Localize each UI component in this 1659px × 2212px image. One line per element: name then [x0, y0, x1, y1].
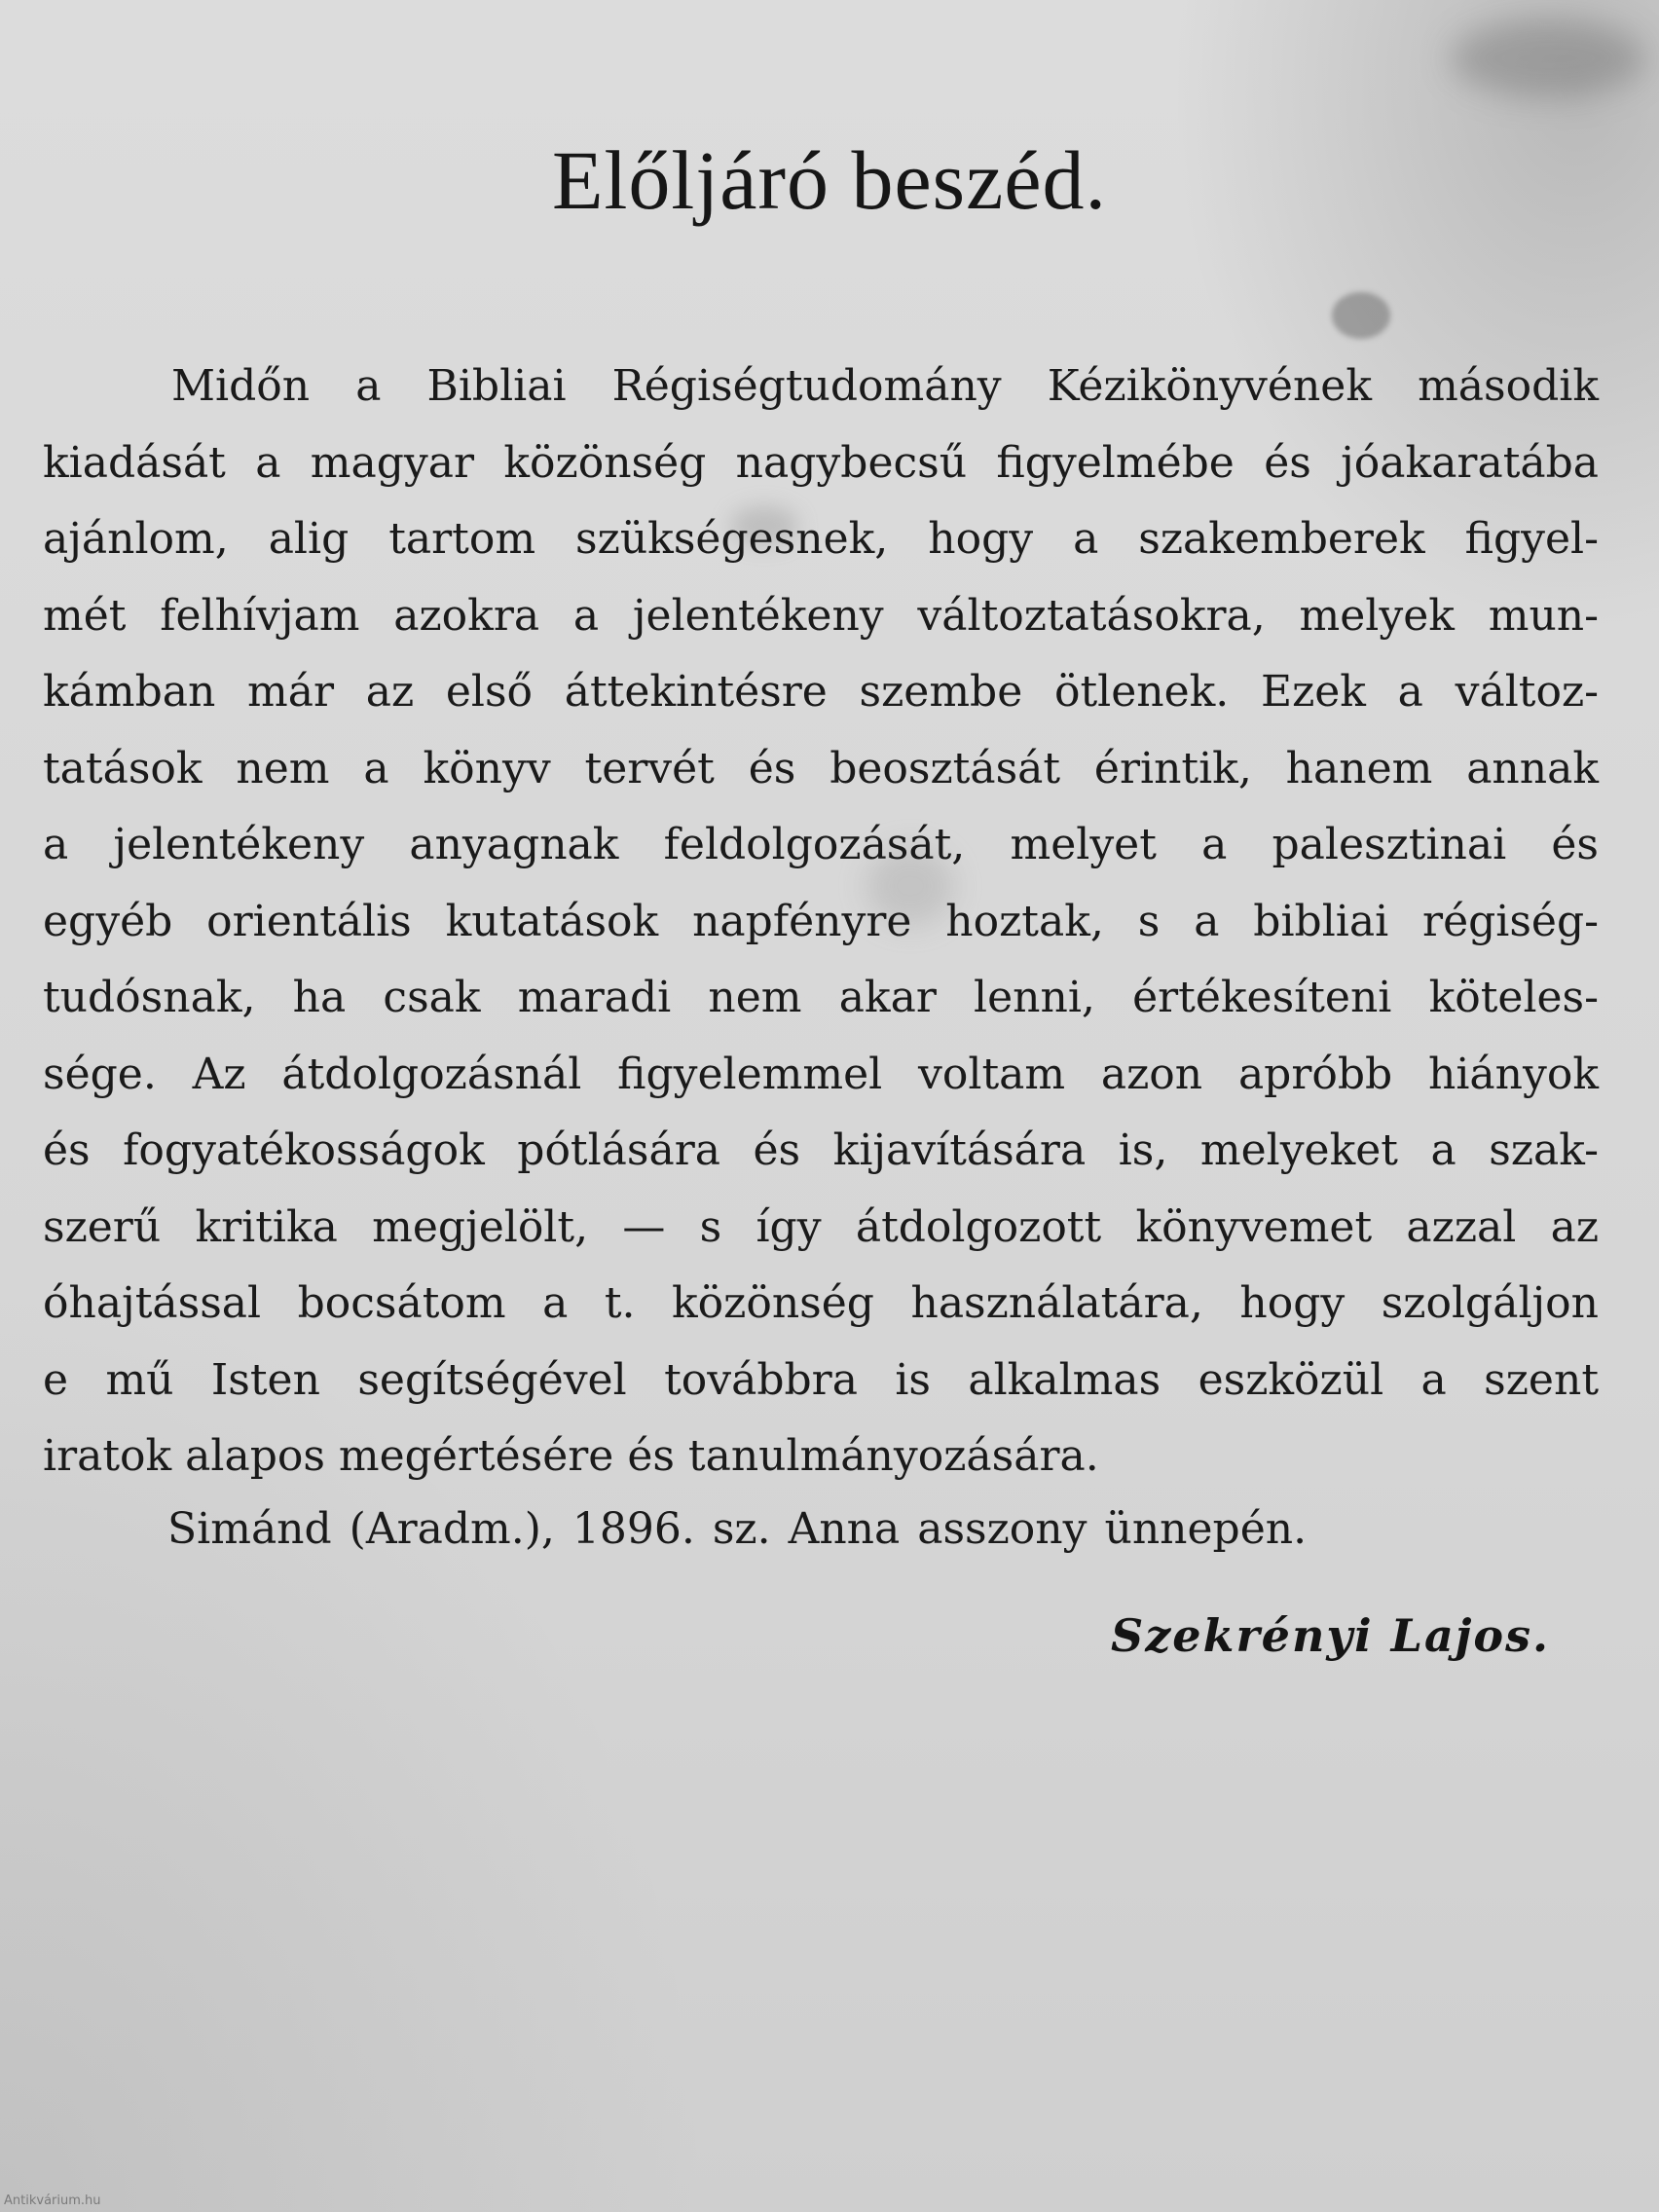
text-line: óhajtással bocsátom a t. közönség használatára, hogy szolgáljon [43, 1278, 1599, 1328]
text-line: a jelentékeny anyagnak feldolgozását, melyet a palesztinai és [43, 820, 1599, 869]
text-line: iratok alapos megértésére és tanulmányozására. [43, 1431, 1099, 1481]
page-title: Előljáró beszéd. [551, 133, 1107, 227]
text-line: és fogyatékosságok pótlására és kijavítására is, melyeket a szak- [43, 1125, 1599, 1175]
text-line: egyéb orientális kutatások napfényre hoztak, s a bibliai régiség- [43, 896, 1599, 946]
dateline: Simánd (Aradm.), 1896. sz. Anna asszony ünnepén. [167, 1504, 1308, 1554]
text-line: e mű Isten segítségével továbbra is alkalmas eszközül a szent [43, 1354, 1599, 1405]
text-line: tatások nem a könyv tervét és beosztását érintik, hanem annak [43, 743, 1599, 793]
text-line: kámban már az első áttekintésre szembe ötlenek. Ezek a változ- [43, 667, 1599, 717]
corner-stain [1451, 19, 1645, 97]
text-line: szerű kritika megjelölt, — s így átdolgozott könyvemet azzal az [43, 1201, 1599, 1252]
text-line: kiadását a magyar közönség nagybecsű figyelmébe és jóakaratába [43, 437, 1599, 488]
text-line: tudósnak, ha csak maradi nem akar lenni, értékesíteni köteles- [43, 973, 1599, 1022]
watermark: Antikvárium.hu [4, 2194, 101, 2208]
text-line: Midőn a Bibliai Régiségtudomány Kézikönyvének második [171, 361, 1599, 411]
author-signature: Szekrényi Lajos. [1110, 1609, 1550, 1662]
preface-paragraph [43, 349, 1599, 1495]
text-line: mét felhívjam azokra a jelentékeny változtatásokra, melyek mun- [43, 590, 1599, 641]
text-line: ajánlom, alig tartom szükségesnek, hogy a szakemberek figyel- [43, 514, 1599, 564]
text-line: sége. Az átdolgozásnál figyelemmel voltam azon apróbb hiányok [43, 1049, 1599, 1099]
ink-stain [1332, 292, 1390, 339]
